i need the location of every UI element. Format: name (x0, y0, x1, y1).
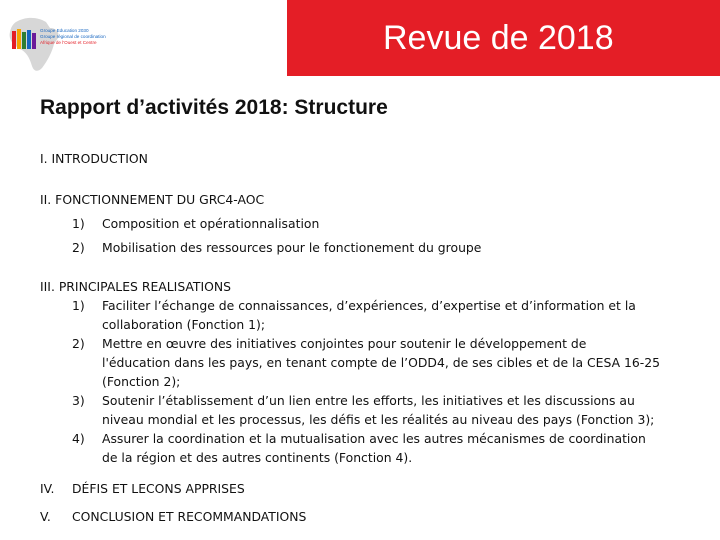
list-item-number: 4) (72, 431, 85, 446)
list-item-text: collaboration (Fonction 1); (102, 317, 266, 332)
section-conclusion-number: V. (40, 509, 51, 524)
section-conclusion: CONCLUSION ET RECOMMANDATIONS (72, 509, 307, 524)
header-title: Revue de 2018 (383, 19, 614, 57)
section-introduction: I. INTRODUCTION (40, 151, 148, 166)
list-item-text: Soutenir l’établissement d’un lien entre les efforts, les initiatives et les discussions au (102, 393, 635, 408)
list-item-number: 1) (72, 298, 85, 313)
list-item-number: 2) (72, 240, 85, 255)
logo-line-3: Afrique de l'Ouest et Centre (40, 40, 97, 45)
logo-line-2: Groupe régional de coordination (40, 34, 106, 39)
section-defis-number: IV. (40, 481, 55, 496)
list-item-number: 1) (72, 216, 85, 231)
slide-title: Rapport d’activités 2018: Structure (40, 96, 388, 119)
list-item-number: 2) (72, 336, 85, 351)
section-realisations: III. PRINCIPALES REALISATIONS (40, 279, 232, 294)
list-item-text: Assurer la coordination et la mutualisation avec les autres mécanismes de coordination (102, 431, 646, 446)
list-item-text: Composition et opérationnalisation (102, 216, 320, 231)
africa-map-logo-graphic (4, 14, 122, 76)
list-item-text: Faciliter l’échange de connaissances, d’expériences, d’expertise et d’information et la (102, 298, 636, 313)
list-item-text: Mobilisation des ressources pour le fonctionement du groupe (102, 240, 482, 255)
list-item-text: (Fonction 2); (102, 374, 181, 389)
list-item-text: l'éducation dans les pays, en tenant compte de l’ODD4, de ses cibles et de la CESA 16-25 (102, 355, 660, 370)
section-defis: DÉFIS ET LECONS APPRISES (72, 481, 245, 496)
list-item-text: de la région et des autres continents (Fonction 4). (102, 450, 413, 465)
section-fonctionnement: II. FONCTIONNEMENT DU GRC4-AOC (40, 192, 265, 207)
logo-line-1: Groupe Education 2030 (40, 28, 89, 33)
list-item-number: 3) (72, 393, 85, 408)
list-item-text: niveau mondial et les processus, les défis et les réalités au niveau des pays (Fonction 3); (102, 412, 655, 427)
list-item-text: Mettre en œuvre des initiatives conjointes pour soutenir le développement de (102, 336, 587, 351)
organization-logo (4, 14, 122, 76)
